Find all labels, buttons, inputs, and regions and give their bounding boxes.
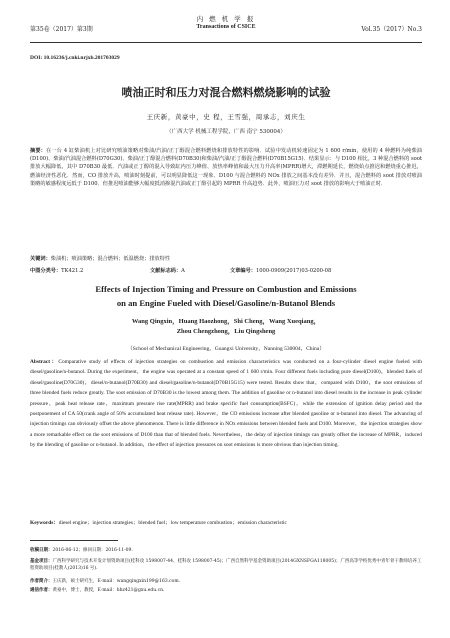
journal-name-cn: 内 燃 机 学 报	[196, 15, 256, 23]
chinese-abstract-text: 在一台 4 缸柴油机上对比研究喷油策略对柴油/汽油/正丁醇混合燃料燃烧和排放特性的影响．试验中发动机转速固定为 1 600 r/min，使用的 4 种燃料为纯柴油(D100)、柴油/汽油混合燃料(D70G30)、柴油/正丁醇混合燃料(D70B30)和柴油/汽油/正丁醇混合燃料(D70B15G15)．结果显示：与 D100 相比，3 种混合燃料的 soot 排放大幅降低，其中 D70B30 最低．汽油或正丁醇的混入导致缸内压力峰值、放热率峰值和最大压力升高率(MPRR)增大，滞燃期延长，燃烧始点推迟和燃烧重心推迟，燃油经济性恶化．然而，CO 排放升高，喷油时刻提前，可以明显降低这一现象．D100 与混合燃料的 NOx 排放之间基本没有差异．并且，混合燃料的 soot 排放对喷油策略的敏感程度远低于 D100．但推迟喷油能够大幅度抵消掺混汽油或正丁醇引起的 MPRR 升高趋势．此外，喷油压力对 soot 排放的影响大于喷油正时．	[30, 148, 422, 187]
english-keywords-label: Keywords：	[30, 520, 59, 526]
chinese-keywords	[30, 255, 422, 263]
author-bio	[30, 578, 422, 585]
footnote-divider	[30, 540, 118, 541]
running-header	[30, 8, 422, 43]
received-value: 2016-06-12；修回日期：2016-11-09.	[52, 548, 133, 553]
english-keywords	[30, 519, 422, 527]
article-number-value: 1000-0909(2017)03-0200-08	[255, 268, 332, 274]
author-bio-label: 作者简介：	[30, 579, 53, 584]
fund-label: 基金项目：	[30, 559, 53, 564]
english-abstract	[30, 357, 422, 451]
chinese-keywords-label: 关键词：	[30, 256, 51, 262]
article-number-label: 文章编号：	[230, 268, 256, 274]
chinese-abstract-label: 摘要：	[30, 148, 47, 154]
english-abstract-text: Comparative study of effects of injection strategies on combustion and emission characteristics was conducted on a four-cylinder diesel engine fueled with diesel/gasoline/n-butanol. During the experiment，the engine was operated at a constant speed of 1 600 r/min. Four different fuels including pure diesel(D100)，blended fuels of diesel/gasoline(D70G30)，diesel/n-butanol(D70B30) and diesel/gasoline/n-butanol(D70B15G15) were tested. Results show that，compared with D100，the soot emissions of three blended fuels reduce greatly. The soot emission of D70B30 is the lowest among them. The addition of gasoline or n-butanol into diesel results in the increase in peak cylinder pressure，peak heat release rate，maximum pressure rise rate(MPRR) and brake specific fuel consumption(BSFC)，while the extension of ignition delay period and the postponement of CA 50(crank angle of 50% accumulated heat release rate). However，the CO emissions increase after blended gasoline or n-butanol into diesel. The advancing of injection timings can obviously offset the above phenomenon. There is little difference in NOx emissions between blended fuels and D100. Moreover，the injection strategies show a more remarkable effect on the soot emissions of D100 than that of blended fuels. Nevertheless，the delay of injection timings can greatly offset the increase of MPRR，induced by the blending of gasoline or n-butanol. In addition，the effect of injection pressures on soot emissions is more obvious than injection timing.	[30, 359, 422, 449]
corresponding-author	[30, 587, 422, 594]
fund-project	[30, 558, 422, 572]
document-code	[150, 267, 185, 275]
received-label: 收稿日期：	[30, 548, 53, 553]
article-number	[230, 267, 331, 275]
english-title-line-2: on an Engine Fueled with Diesel/Gasoline/n-Butanol Blends	[116, 298, 336, 308]
received-date	[30, 547, 422, 554]
english-title-line-1: Effects of Injection Timing and Pressure on Combustion and Emissions	[95, 284, 357, 294]
author-bio-value: 王庆新，硕士研究生，E-mail：wangqingxin199@163.com.	[52, 579, 181, 584]
english-keywords-text: diesel engine；injection strategies；blended fuel；low temperature combustion；emission characteristic	[58, 520, 287, 526]
chinese-keywords-text: 柴油机；喷油策略；混合燃料；低温燃烧；排放特性	[50, 256, 171, 262]
corresponding-author-value: 黄豪中，博士，教授，E-mail：hhz421@gxu.edu.cn.	[52, 588, 165, 593]
fund-value: 广西科学研究与技术开发计划资助项目(桂科攻 1598007-44、桂科攻 1598007-45)；广西自然科学基金资助项目(2014GXNSFGA118005)；广西高等学校优秀中青年骨干教师培养工程资助项目(桂教人(2013)16 号).	[30, 559, 422, 571]
english-affiliation: （School of Mechanical Engineering，Guangxi University，Nanning 530004，China）	[127, 346, 325, 352]
english-authors-line-1: Wang Qingxin，Huang Haozhong，Shi Cheng，Wang Xueqiang，	[131, 318, 321, 325]
chinese-title: 喷油正时和压力对混合燃料燃烧影响的试验	[121, 86, 331, 99]
chinese-abstract	[30, 147, 422, 188]
chinese-authors: 王庆新，黄豪中，史 程，王雪强，周承志，刘庆生	[146, 113, 306, 121]
english-authors	[60, 317, 392, 337]
corresponding-author-label: 通信作者：	[30, 588, 53, 593]
header-volume-en: Vol.35（2017）No.3	[361, 26, 422, 33]
header-volume-cn: 第35卷（2017）第3期	[30, 26, 93, 33]
document-code-label: 文献标志码：	[150, 268, 182, 274]
clc-label: 中图分类号：	[30, 268, 62, 274]
journal-name-en: Transactions of CSICE	[196, 24, 256, 30]
chinese-affiliation: （广西大学 机械工程学院，广西 南宁 530004）	[166, 129, 286, 135]
english-authors-line-2: Zhou Chengzhong，Liu Qingsheng	[176, 328, 276, 335]
doi: DOI: 10.16236/j.cnki.nrjxb.201703029	[30, 55, 120, 61]
document-code-value: A	[181, 268, 185, 274]
clc-value: TK421.2	[61, 268, 84, 274]
clc-number	[30, 267, 83, 275]
english-abstract-label: Abstract：	[30, 359, 59, 365]
english-title	[30, 282, 422, 310]
